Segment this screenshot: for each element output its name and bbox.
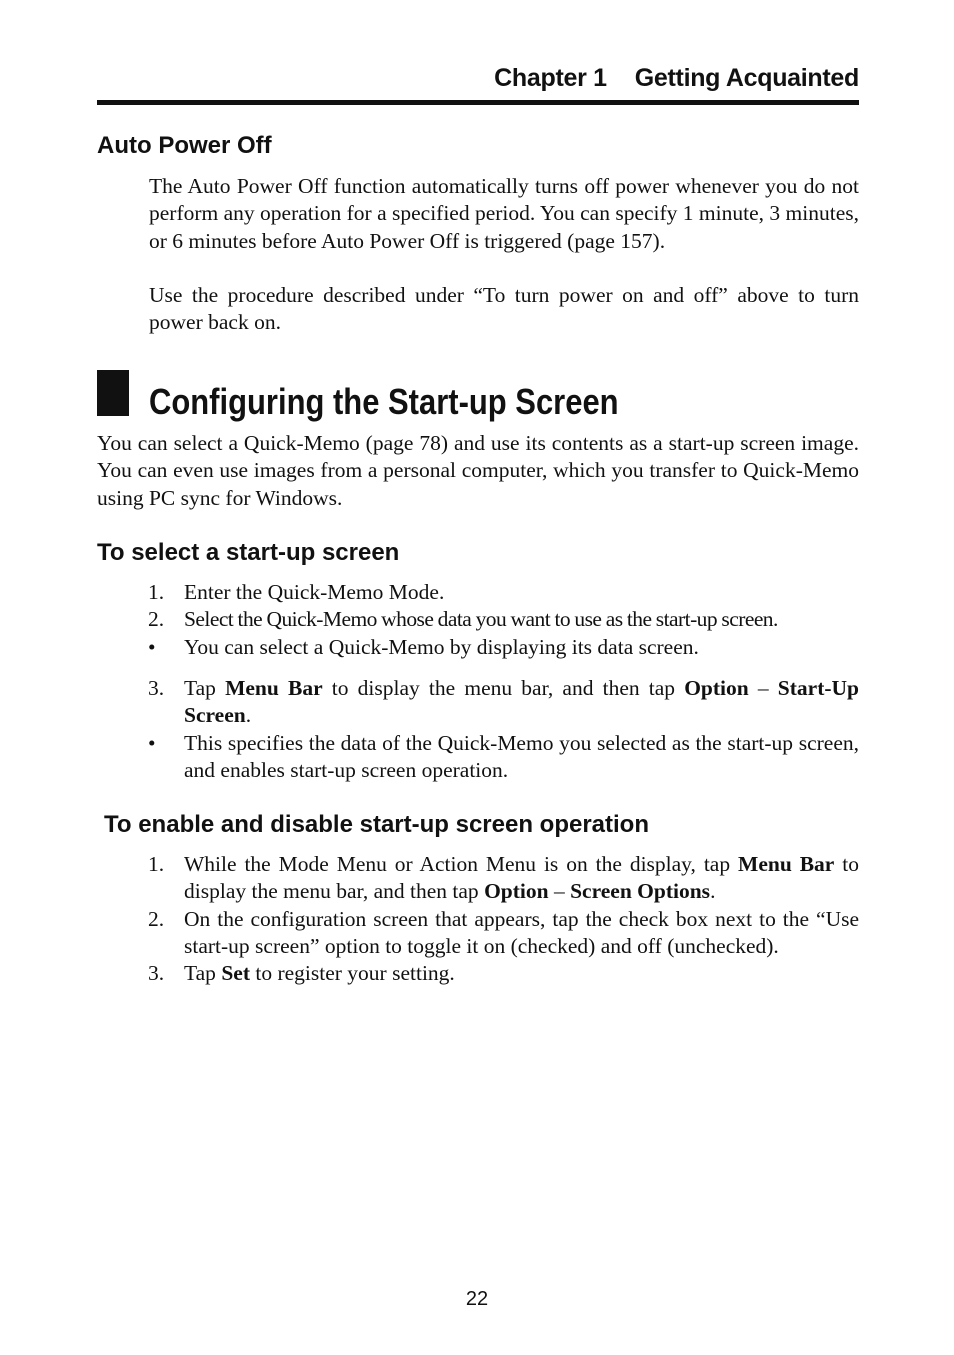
auto-power-off-heading: Auto Power Off xyxy=(97,132,272,159)
section-marker xyxy=(97,370,129,416)
list-item: 1. Enter the Quick-Memo Mode. xyxy=(148,580,445,604)
auto-power-off-paragraph-2: Use the procedure described under “To turn power on and off” above to turn power back on. xyxy=(149,283,859,335)
list-item: 2. On the configuration screen that appears, tap the check box next to the “Use start-up screen” option to toggle it on (checked) and off (unchecked). xyxy=(148,906,859,958)
running-header xyxy=(97,60,859,105)
auto-power-off-paragraph-1: The Auto Power Off function automatically turns off power whenever you do not perform any operation for a specified period. You can specify 1 minute, 3 minutes, or 6 minutes before Auto Power Off is triggered (page 157). xyxy=(149,174,859,253)
list-item: 2. Select the Quick-Memo whose data you want to use as the start-up screen. xyxy=(148,607,778,632)
page-number: 22 xyxy=(465,1288,489,1310)
header-chapter: Chapter 1 xyxy=(494,64,607,92)
select-startup-heading: To select a start-up screen xyxy=(97,539,400,566)
list-item: • You can select a Quick-Memo by displaying its data screen. xyxy=(148,634,699,659)
section-title: Configuring the Start-up Screen xyxy=(149,381,619,422)
list-item: 1. While the Mode Menu or Action Menu is on the display, tap Menu Bar to display the menu bar, and then tap Option – Screen Options. xyxy=(148,852,859,904)
select-steps-b xyxy=(148,675,859,784)
select-steps-a xyxy=(148,579,859,661)
list-item: • This specifies the data of the Quick-Memo you selected as the start-up screen, and enables start-up screen operation. xyxy=(148,730,859,782)
enable-steps xyxy=(148,851,859,987)
list-item: 3. Tap Set to register your setting. xyxy=(148,961,455,986)
list-item: 3. Tap Menu Bar to display the menu bar, and then tap Option – Start-Up Screen. xyxy=(148,676,860,728)
startup-intro: You can select a Quick-Memo (page 78) and use its contents as a start-up screen image. You can even use images from a personal computer, which you transfer to Quick-Memo using PC sync for Windows. xyxy=(97,431,859,510)
enable-startup-heading: To enable and disable start-up screen operation xyxy=(104,811,650,838)
header-chapter-title: Getting Acquainted xyxy=(634,64,859,92)
